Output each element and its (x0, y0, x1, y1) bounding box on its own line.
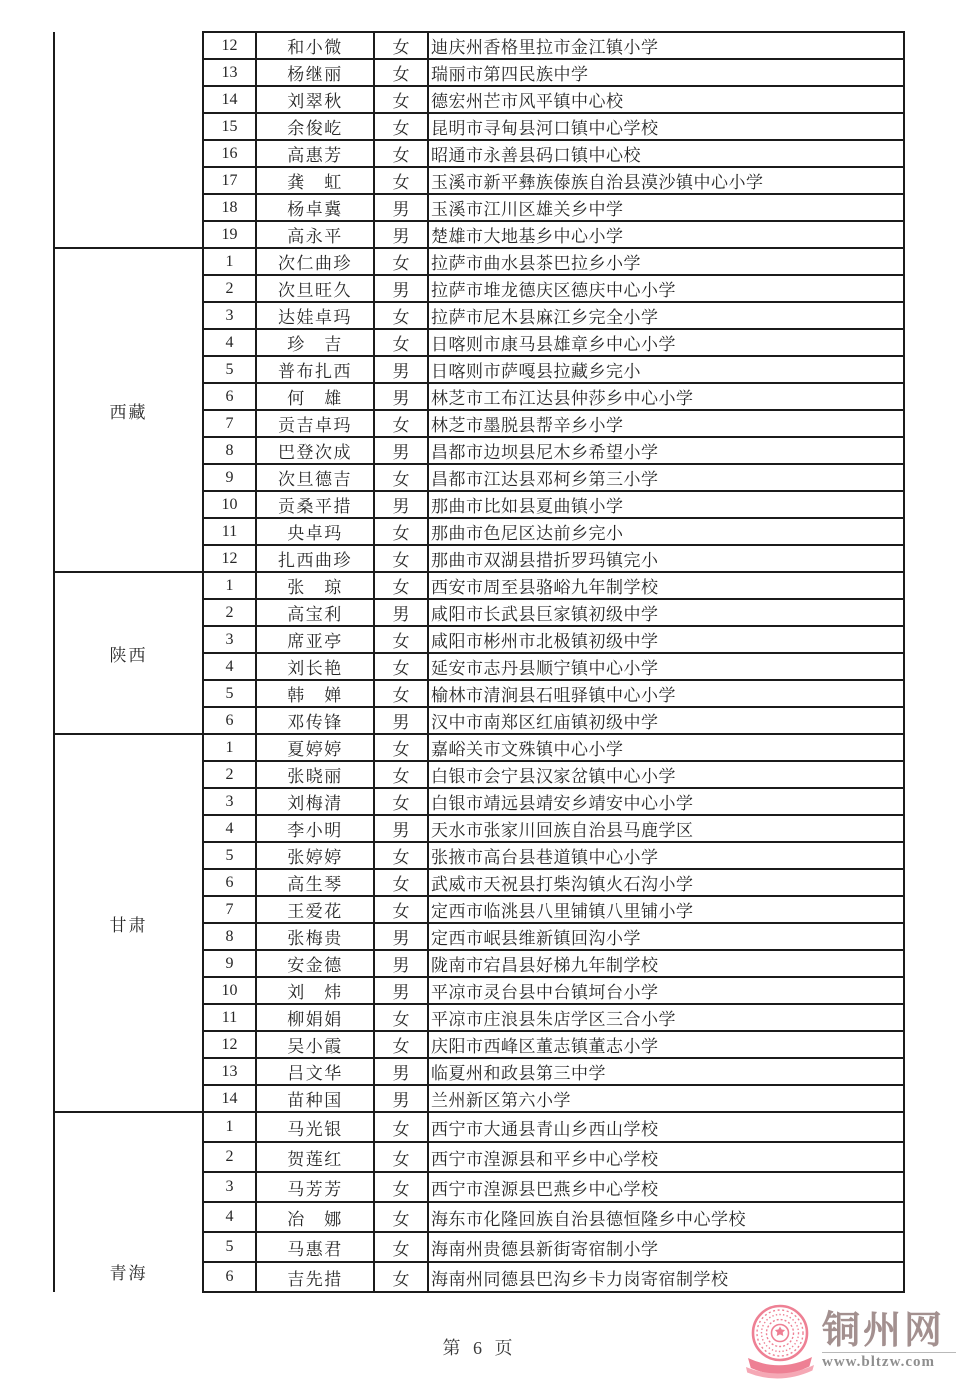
watermark-text (822, 1311, 956, 1371)
gender-cell: 女 (374, 896, 428, 923)
school-cell: 西宁市湟源县和平乡中心学校 (428, 1142, 904, 1172)
school-cell: 张掖市高台县巷道镇中心小学 (428, 842, 904, 869)
name-cell: 巴登次成 (256, 437, 374, 464)
school-cell: 西宁市湟源县巴燕乡中心学校 (428, 1172, 904, 1202)
num-cell: 13 (203, 1058, 256, 1085)
gender-cell: 女 (374, 1112, 428, 1142)
name-cell: 苗种国 (256, 1085, 374, 1112)
name-cell: 贡吉卓玛 (256, 410, 374, 437)
school-cell: 汉中市南郑区红庙镇初级中学 (428, 707, 904, 734)
gender-cell: 女 (374, 1031, 428, 1058)
name-cell: 央卓玛 (256, 518, 374, 545)
num-cell: 10 (203, 491, 256, 518)
gender-cell: 男 (374, 275, 428, 302)
num-cell: 1 (203, 248, 256, 275)
school-cell: 迪庆州香格里拉市金江镇小学 (428, 32, 904, 59)
school-cell: 武威市天祝县打柴沟镇火石沟小学 (428, 869, 904, 896)
gender-cell: 女 (374, 518, 428, 545)
gender-cell: 男 (374, 599, 428, 626)
gender-cell: 女 (374, 653, 428, 680)
num-cell: 9 (203, 950, 256, 977)
num-cell: 6 (203, 707, 256, 734)
gender-cell: 男 (374, 1058, 428, 1085)
gender-cell: 女 (374, 1142, 428, 1172)
num-cell: 1 (203, 572, 256, 599)
watermark-url: www.bltzw.com (822, 1352, 956, 1371)
school-cell: 白银市会宁县汉家岔镇中心小学 (428, 761, 904, 788)
num-cell: 8 (203, 923, 256, 950)
gender-cell: 女 (374, 302, 428, 329)
num-cell: 16 (203, 140, 256, 167)
gender-cell: 女 (374, 140, 428, 167)
gender-cell: 女 (374, 788, 428, 815)
school-cell: 海东市化隆回族自治县德恒隆乡中心学校 (428, 1202, 904, 1232)
num-cell: 19 (203, 221, 256, 248)
name-cell: 马芳芳 (256, 1172, 374, 1202)
gender-cell: 女 (374, 626, 428, 653)
table-row (54, 572, 904, 599)
gender-cell: 女 (374, 545, 428, 572)
gender-cell: 女 (374, 1202, 428, 1232)
province-cell: 陕西 (54, 572, 203, 734)
name-cell: 何 雄 (256, 383, 374, 410)
name-cell: 吴小霞 (256, 1031, 374, 1058)
num-cell: 3 (203, 788, 256, 815)
name-cell: 余俊屹 (256, 113, 374, 140)
table-row (54, 734, 904, 761)
name-cell: 高生琴 (256, 869, 374, 896)
school-cell: 榆林市清涧县石咀驿镇中心小学 (428, 680, 904, 707)
gender-cell: 女 (374, 86, 428, 113)
school-cell: 定西市岷县维新镇回沟小学 (428, 923, 904, 950)
name-cell: 扎西曲珍 (256, 545, 374, 572)
school-cell: 昌都市江达县邓柯乡第三小学 (428, 464, 904, 491)
num-cell: 12 (203, 1031, 256, 1058)
school-cell: 拉萨市曲水县茶巴拉乡小学 (428, 248, 904, 275)
num-cell: 2 (203, 1142, 256, 1172)
num-cell: 2 (203, 275, 256, 302)
gender-cell: 男 (374, 221, 428, 248)
name-cell: 高永平 (256, 221, 374, 248)
gender-cell: 男 (374, 437, 428, 464)
table-row (54, 32, 904, 59)
name-cell: 张晓丽 (256, 761, 374, 788)
province-cell: 青海 (54, 1112, 203, 1292)
name-cell: 次旦德吉 (256, 464, 374, 491)
num-cell: 1 (203, 734, 256, 761)
school-cell: 兰州新区第六小学 (428, 1085, 904, 1112)
watermark-brand: 铜州网 (822, 1310, 946, 1352)
school-cell: 那曲市双湖县措折罗玛镇完小 (428, 545, 904, 572)
name-cell: 吉先措 (256, 1262, 374, 1292)
gender-cell: 男 (374, 977, 428, 1004)
num-cell: 4 (203, 329, 256, 356)
name-cell: 王爱花 (256, 896, 374, 923)
name-cell: 冶 娜 (256, 1202, 374, 1232)
province-cell: 西藏 (54, 248, 203, 572)
school-cell: 昌都市边坝县尼木乡希望小学 (428, 437, 904, 464)
school-cell: 平凉市庄浪县朱店学区三合小学 (428, 1004, 904, 1031)
school-cell: 那曲市比如县夏曲镇小学 (428, 491, 904, 518)
name-cell: 张梅贵 (256, 923, 374, 950)
school-cell: 海南州贵德县新街寄宿制小学 (428, 1232, 904, 1262)
num-cell: 5 (203, 356, 256, 383)
num-cell: 7 (203, 896, 256, 923)
gender-cell: 女 (374, 410, 428, 437)
num-cell: 13 (203, 59, 256, 86)
name-cell: 达娃卓玛 (256, 302, 374, 329)
gender-cell: 女 (374, 1004, 428, 1031)
num-cell: 6 (203, 1262, 256, 1292)
gender-cell: 男 (374, 194, 428, 221)
gender-cell: 女 (374, 32, 428, 59)
name-cell: 和小微 (256, 32, 374, 59)
school-cell: 陇南市宕昌县好梯九年制学校 (428, 950, 904, 977)
name-cell: 贡桑平措 (256, 491, 374, 518)
name-cell: 李小明 (256, 815, 374, 842)
name-cell: 高惠芳 (256, 140, 374, 167)
gender-cell: 女 (374, 1262, 428, 1292)
gender-cell: 男 (374, 923, 428, 950)
num-cell: 11 (203, 1004, 256, 1031)
gender-cell: 男 (374, 707, 428, 734)
num-cell: 17 (203, 167, 256, 194)
school-cell: 拉萨市堆龙德庆区德庆中心小学 (428, 275, 904, 302)
school-cell: 定西市临洮县八里铺镇八里铺小学 (428, 896, 904, 923)
school-cell: 咸阳市彬州市北极镇初级中学 (428, 626, 904, 653)
num-cell: 5 (203, 842, 256, 869)
school-cell: 那曲市色尼区达前乡完小 (428, 518, 904, 545)
num-cell: 1 (203, 1112, 256, 1142)
num-cell: 18 (203, 194, 256, 221)
gender-cell: 男 (374, 950, 428, 977)
num-cell: 3 (203, 1172, 256, 1202)
gender-cell: 女 (374, 113, 428, 140)
name-cell: 韩 婵 (256, 680, 374, 707)
gender-cell: 女 (374, 1172, 428, 1202)
gender-cell: 女 (374, 1232, 428, 1262)
school-cell: 延安市志丹县顺宁镇中心小学 (428, 653, 904, 680)
school-cell: 林芝市墨脱县帮辛乡小学 (428, 410, 904, 437)
num-cell: 4 (203, 653, 256, 680)
teacher-roster-table (53, 31, 905, 1293)
num-cell: 6 (203, 869, 256, 896)
name-cell: 刘长艳 (256, 653, 374, 680)
table-row (54, 248, 904, 275)
num-cell: 4 (203, 1202, 256, 1232)
num-cell: 2 (203, 599, 256, 626)
school-cell: 天水市张家川回族自治县马鹿学区 (428, 815, 904, 842)
school-cell: 昆明市寻甸县河口镇中心学校 (428, 113, 904, 140)
school-cell: 平凉市灵台县中台镇坷台小学 (428, 977, 904, 1004)
name-cell: 龚 虹 (256, 167, 374, 194)
school-cell: 临夏州和政县第三中学 (428, 1058, 904, 1085)
name-cell: 柳娟娟 (256, 1004, 374, 1031)
name-cell: 马光银 (256, 1112, 374, 1142)
province-cell (54, 32, 203, 248)
name-cell: 刘 炜 (256, 977, 374, 1004)
page-number-label: 第 6 页 (442, 1338, 517, 1358)
num-cell: 2 (203, 761, 256, 788)
watermark (742, 1298, 956, 1384)
num-cell: 8 (203, 437, 256, 464)
num-cell: 5 (203, 1232, 256, 1262)
gender-cell: 女 (374, 680, 428, 707)
gender-cell: 男 (374, 491, 428, 518)
gender-cell: 男 (374, 1085, 428, 1112)
name-cell: 邓传锋 (256, 707, 374, 734)
name-cell: 次仁曲珍 (256, 248, 374, 275)
school-cell: 咸阳市长武县巨家镇初级中学 (428, 599, 904, 626)
gender-cell: 女 (374, 842, 428, 869)
name-cell: 马惠君 (256, 1232, 374, 1262)
num-cell: 3 (203, 302, 256, 329)
num-cell: 6 (203, 383, 256, 410)
name-cell: 普布扎西 (256, 356, 374, 383)
school-cell: 日喀则市萨嘎县拉藏乡完小 (428, 356, 904, 383)
name-cell: 席亚亭 (256, 626, 374, 653)
name-cell: 安金德 (256, 950, 374, 977)
seal-emblem-icon (742, 1297, 818, 1386)
name-cell: 张婷婷 (256, 842, 374, 869)
table-row (54, 1112, 904, 1142)
gender-cell: 女 (374, 167, 428, 194)
gender-cell: 女 (374, 572, 428, 599)
gender-cell: 女 (374, 734, 428, 761)
school-cell: 嘉峪关市文殊镇中心小学 (428, 734, 904, 761)
province-cell: 甘肃 (54, 734, 203, 1112)
num-cell: 4 (203, 815, 256, 842)
num-cell: 15 (203, 113, 256, 140)
school-cell: 德宏州芒市风平镇中心校 (428, 86, 904, 113)
name-cell: 吕文华 (256, 1058, 374, 1085)
name-cell: 刘翠秋 (256, 86, 374, 113)
school-cell: 西安市周至县骆峪九年制学校 (428, 572, 904, 599)
name-cell: 次旦旺久 (256, 275, 374, 302)
school-cell: 西宁市大通县青山乡西山学校 (428, 1112, 904, 1142)
school-cell: 白银市靖远县靖安乡靖安中心小学 (428, 788, 904, 815)
num-cell: 11 (203, 518, 256, 545)
num-cell: 12 (203, 545, 256, 572)
num-cell: 7 (203, 410, 256, 437)
school-cell: 玉溪市新平彝族傣族自治县漠沙镇中心小学 (428, 167, 904, 194)
num-cell: 5 (203, 680, 256, 707)
num-cell: 10 (203, 977, 256, 1004)
school-cell: 楚雄市大地基乡中心小学 (428, 221, 904, 248)
school-cell: 日喀则市康马县雄章乡中心小学 (428, 329, 904, 356)
name-cell: 杨卓冀 (256, 194, 374, 221)
name-cell: 刘梅清 (256, 788, 374, 815)
num-cell: 12 (203, 32, 256, 59)
num-cell: 9 (203, 464, 256, 491)
school-cell: 玉溪市江川区雄关乡中学 (428, 194, 904, 221)
school-cell: 瑞丽市第四民族中学 (428, 59, 904, 86)
name-cell: 夏婷婷 (256, 734, 374, 761)
gender-cell: 男 (374, 383, 428, 410)
name-cell: 高宝利 (256, 599, 374, 626)
gender-cell: 男 (374, 815, 428, 842)
gender-cell: 男 (374, 356, 428, 383)
name-cell: 张 琼 (256, 572, 374, 599)
num-cell: 14 (203, 1085, 256, 1112)
gender-cell: 女 (374, 869, 428, 896)
name-cell: 贺莲红 (256, 1142, 374, 1172)
school-cell: 海南州同德县巴沟乡卡力岗寄宿制学校 (428, 1262, 904, 1292)
name-cell: 杨继丽 (256, 59, 374, 86)
gender-cell: 女 (374, 59, 428, 86)
gender-cell: 女 (374, 248, 428, 275)
school-cell: 昭通市永善县码口镇中心校 (428, 140, 904, 167)
gender-cell: 女 (374, 464, 428, 491)
num-cell: 3 (203, 626, 256, 653)
gender-cell: 女 (374, 329, 428, 356)
gender-cell: 女 (374, 761, 428, 788)
name-cell: 珍 吉 (256, 329, 374, 356)
num-cell: 14 (203, 86, 256, 113)
school-cell: 林芝市工布江达县仲莎乡中心小学 (428, 383, 904, 410)
school-cell: 庆阳市西峰区董志镇董志小学 (428, 1031, 904, 1058)
school-cell: 拉萨市尼木县麻江乡完全小学 (428, 302, 904, 329)
